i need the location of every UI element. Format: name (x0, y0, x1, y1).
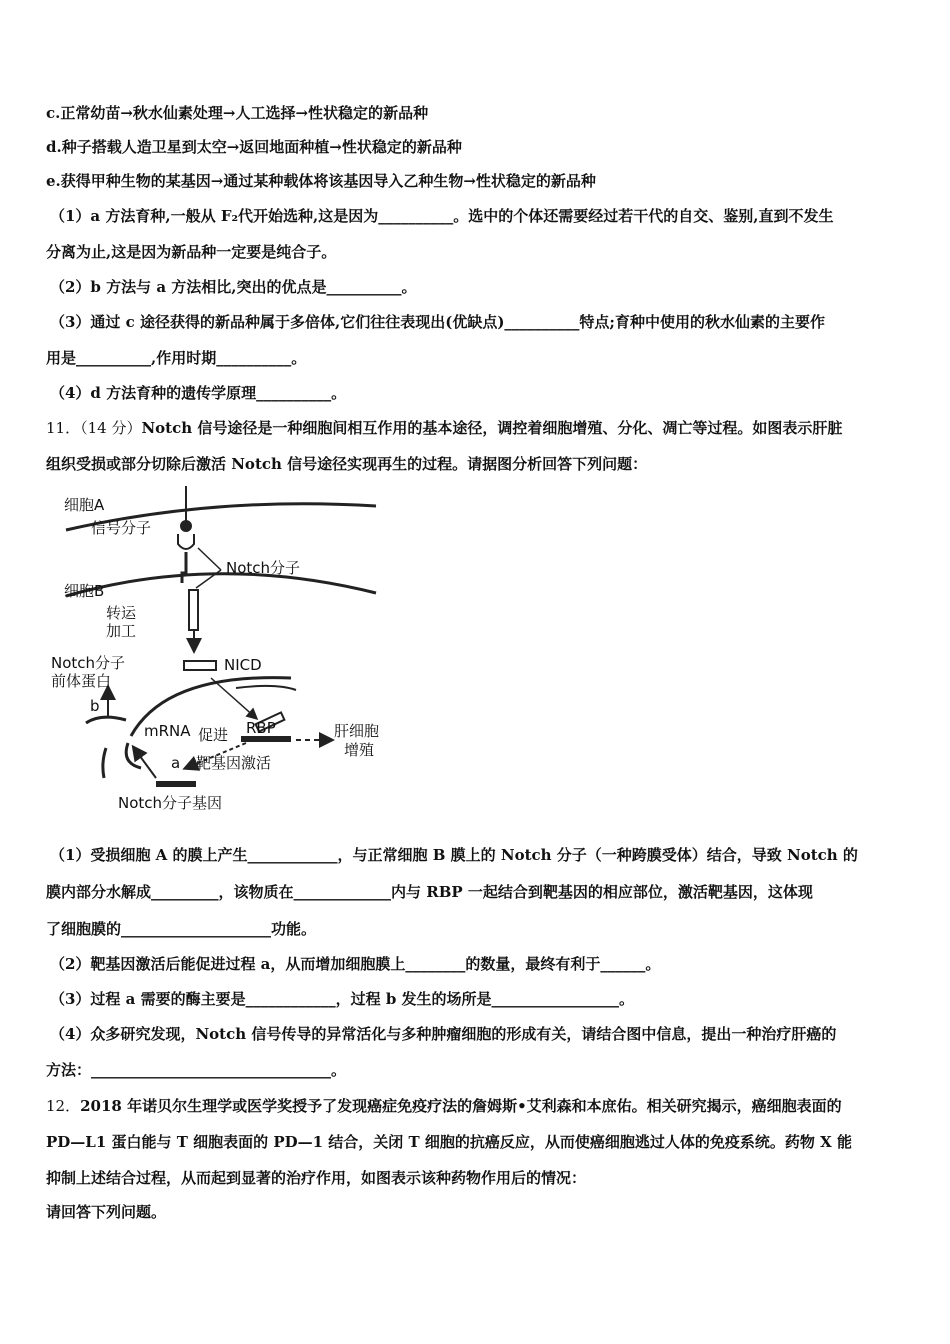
label-proliferation: 增殖 (344, 741, 375, 759)
q11-part1-cont2: 了细胞膜的____________________功能。 (46, 920, 317, 938)
q12-stem-cont: PD—L1 蛋白能与 T 细胞表面的 PD—1 结合，关闭 T 细胞的抗癌反应，从而使癌细胞逃过人体的免疫系统。药物 X 能 (46, 1133, 852, 1151)
q10-part3-cont: 用是__________,作用时期__________。 (46, 349, 307, 367)
label-notch: Notch分子 (226, 559, 301, 577)
label-process: 加工 (106, 622, 137, 640)
label-mrna: mRNA (144, 722, 191, 740)
label-precursor-protein: 前体蛋白 (51, 672, 112, 690)
notch-pathway-diagram (46, 478, 406, 823)
signal-molecule (180, 520, 192, 532)
option-d: d.种子搭载人造卫星到太空→返回地面种植→性状稳定的新品种 (46, 138, 462, 156)
q11-stem-text: Notch 信号途径是一种细胞间相互作用的基本途径，调控着细胞增殖、分化、凋亡等过程。如图表示肝脏 (141, 419, 843, 437)
option-e: e.获得甲种生物的某基因→通过某种载体将该基因导入乙种生物→性状稳定的新品种 (46, 172, 596, 190)
label-b: b (90, 697, 100, 715)
label-transport: 转运 (106, 604, 137, 622)
nicd-fragment (184, 661, 216, 670)
q11-part3: （3）过程 a 需要的酶主要是____________，过程 b 发生的场所是_________________。 (50, 990, 635, 1008)
label-promote: 促进 (198, 726, 229, 744)
q10-part1-cont: 分离为止,这是因为新品种一定要是纯合子。 (46, 243, 337, 261)
label-cell-a: 细胞A (64, 496, 105, 514)
q10-part3: （3）通过 c 途径获得的新品种属于多倍体,它们往往表现出(优缺点)__________特点;育种中使用的秋水仙素的主要作 (50, 313, 825, 331)
option-c: c.正常幼苗→秋水仙素处理→人工选择→性状稳定的新品种 (46, 104, 429, 122)
notch-gene-dna (156, 781, 196, 787)
q11-part2: （2）靶基因激活后能促进过程 a，从而增加细胞膜上________的数量，最终有利于______。 (50, 955, 661, 973)
cell-b-membrane (66, 574, 376, 596)
label-precursor: Notch分子 (51, 654, 126, 672)
q12-stem (46, 1096, 842, 1116)
q12-stem-cont2: 抑制上述结合过程，从而起到显著的治疗作用，如图表示该种药物作用后的情况： (46, 1169, 587, 1187)
label-a: a (171, 754, 181, 772)
q11-part1: （1）受损细胞 A 的膜上产生____________，与正常细胞 B 膜上的 Notch 分子（一种跨膜受体）结合，导致 Notch 的 (50, 846, 858, 864)
q11-number: 11．（14 分） (46, 419, 142, 437)
q12-number: 12． (46, 1097, 81, 1115)
q11-part4-cont: 方法：________________________________。 (46, 1061, 347, 1079)
q10-part4: （4）d 方法育种的遗传学原理__________。 (50, 384, 347, 402)
q11-part4: （4）众多研究发现，Notch 信号传导的异常活化与多种肿瘤细胞的形成有关，请结合图中信息，提出一种治疗肝癌的 (50, 1025, 837, 1043)
q10-part1: （1）a 方法育种,一般从 F₂代开始选种,这是因为__________。选中的个体还需要经过若干代的自交、鉴别,直到不发生 (50, 207, 834, 225)
notch-receptor (178, 534, 194, 549)
q12-stem-text: 2018 年诺贝尔生理学或医学奖授予了发现癌症免疫疗法的詹姆斯•艾利森和本庶佑。相关研究揭示，癌细胞表面的 (80, 1097, 842, 1115)
label-rbp: RBP (246, 719, 276, 737)
label-notch-gene: Notch分子基因 (118, 794, 223, 812)
mrna-strand (86, 717, 126, 723)
label-signal: 信号分子 (91, 519, 152, 537)
q10-part2: （2）b 方法与 a 方法相比,突出的优点是__________。 (50, 278, 417, 296)
label-nicd: NICD (224, 656, 262, 674)
q11-stem (46, 418, 842, 438)
label-target-activation: 靶基因激活 (196, 754, 272, 772)
q11-stem-cont: 组织受损或部分切除后激活 Notch 信号途径实现再生的过程。请据图分析回答下列问题： (46, 455, 648, 473)
q12-instruction: 请回答下列问题。 (46, 1203, 167, 1221)
label-cell-b: 细胞B (64, 582, 105, 600)
label-liver: 肝细胞 (334, 722, 380, 740)
notch-intracellular (189, 590, 198, 630)
nucleus-membrane-inner (236, 686, 296, 690)
q11-part1-cont: 膜内部分水解成_________，该物质在_____________内与 RBP 一起结合到靶基因的相应部位，激活靶基因，这体现 (46, 883, 813, 901)
